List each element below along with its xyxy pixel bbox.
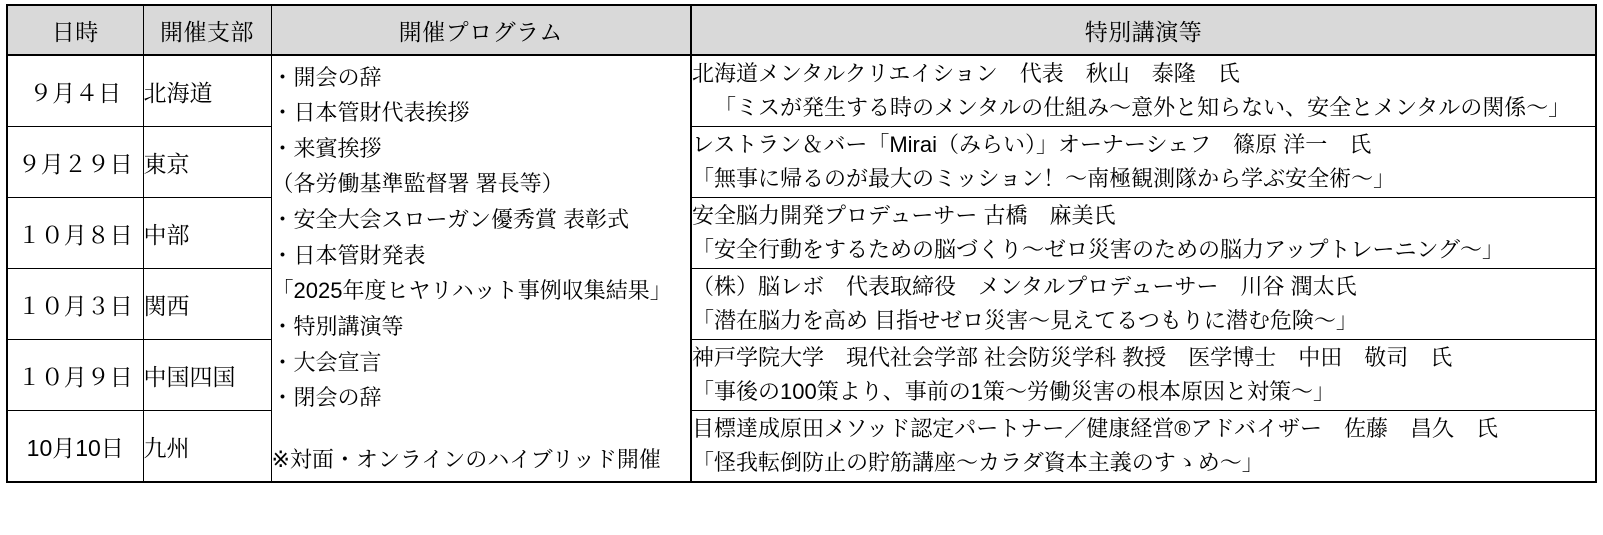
column-header-program: 開催プログラム (271, 5, 691, 55)
program-line: 「2025年度ヒヤリハット事例収集結果」 (271, 278, 672, 304)
cell-lecture (691, 411, 1596, 483)
column-header-lecture: 特別講演等 (691, 5, 1596, 55)
program-line: ・開会の辞 (271, 64, 382, 90)
lecture-subtitle: 「事後の100策より、事前の1策〜労働災害の根本原因と対策〜」 (692, 379, 1335, 404)
program-line: ・閉会の辞 (271, 385, 382, 411)
table-row (7, 269, 1596, 340)
schedule-table (6, 4, 1597, 483)
cell-lecture (691, 127, 1596, 198)
cell-date: ９月４日 (7, 55, 143, 127)
cell-branch: 北海道 (143, 55, 271, 127)
lecture-subtitle: 「ミスが発生する時のメンタルの仕組み〜意外と知らない、安全とメンタルの関係〜」 (714, 95, 1571, 120)
cell-lecture (691, 269, 1596, 340)
program-line: ・日本管財代表挨拶 (271, 100, 470, 126)
lecture-title: （株）脳レボ 代表取締役 メンタルプロデューサー 川谷 潤太氏 (692, 273, 1357, 299)
column-header-date: 日時 (7, 5, 143, 55)
cell-date: １０月９日 (7, 340, 143, 411)
table-row (7, 198, 1596, 269)
lecture-title: レストラン＆バー「Mirai（みらい）」オーナーシェフ 篠原 洋一 氏 (692, 131, 1372, 157)
column-header-branch: 開催支部 (143, 5, 271, 55)
program-line: ・安全大会スローガン優秀賞 表彰式 (271, 207, 630, 233)
lecture-subtitle: 「潜在脳力を高め 目指せゼロ災害〜見えてるつもりに潜む危険〜」 (692, 308, 1358, 333)
cell-branch: 中国四国 (143, 340, 271, 411)
program-line: （各労働基準監督署 署長等） (271, 171, 564, 197)
cell-lecture (691, 198, 1596, 269)
lecture-subtitle: 「安全行動をするための脳づくり〜ゼロ災害のための脳力アップトレーニング〜」 (692, 237, 1505, 262)
cell-date: １０月３日 (7, 269, 143, 340)
table-row (7, 340, 1596, 411)
cell-branch: 中部 (143, 198, 271, 269)
program-line: ・日本管財発表 (271, 242, 426, 268)
program-line: ・来賓挨拶 (271, 135, 382, 161)
program-line: ・大会宣言 (271, 349, 382, 375)
lecture-subtitle: 「怪我転倒防止の貯筋講座〜カラダ資本主義のすゝめ〜」 (692, 450, 1264, 475)
cell-lecture (691, 55, 1596, 127)
lecture-title: 神戸学院大学 現代社会学部 社会防災学科 教授 医学博士 中田 敬司 氏 (692, 344, 1453, 370)
cell-branch: 関西 (143, 269, 271, 340)
lecture-title: 北海道メンタルクリエイション 代表 秋山 泰隆 氏 (692, 60, 1240, 86)
cell-date: 10月10日 (7, 411, 143, 483)
table-row (7, 411, 1596, 483)
lecture-title: 安全脳力開発プロデューサー 古橋 麻美氏 (692, 202, 1116, 228)
cell-lecture (691, 340, 1596, 411)
table-row (7, 55, 1596, 127)
cell-date: ９月２９日 (7, 127, 143, 198)
program-line: ・特別講演等 (271, 313, 404, 339)
cell-branch: 九州 (143, 411, 271, 483)
cell-branch: 東京 (143, 127, 271, 198)
table-row (7, 127, 1596, 198)
cell-program (271, 55, 691, 482)
lecture-title: 目標達成原田メソッド認定パートナー／健康経営®アドバイザー 佐藤 昌久 氏 (692, 415, 1499, 441)
table-header-row (7, 5, 1596, 55)
cell-date: １０月８日 (7, 198, 143, 269)
lecture-subtitle: 「無事に帰るのが最大のミッション！〜南極観測隊から学ぶ安全術〜」 (692, 166, 1396, 191)
program-note: ※対面・オンラインのハイブリッド開催 (271, 446, 661, 472)
